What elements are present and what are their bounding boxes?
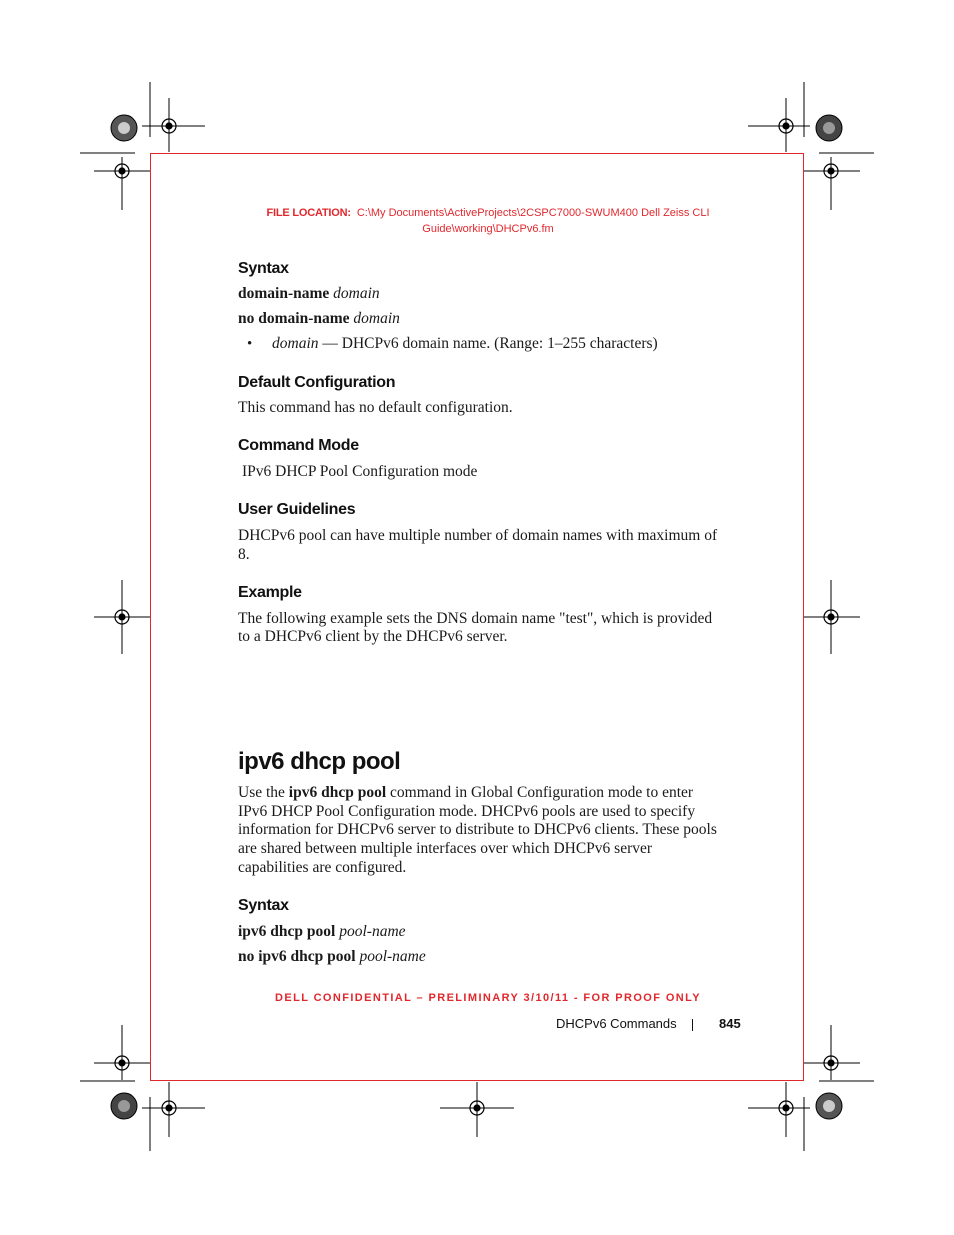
syntax-no-command-argument: domain xyxy=(353,310,400,327)
command-mode-text: IPv6 DHCP Pool Configuration mode xyxy=(242,463,478,480)
file-location-path-line1: C:\My Documents\ActiveProjects\2CSPC7000-SWUM400 Dell Zeiss CLI xyxy=(356,207,710,219)
parameter-name: domain xyxy=(272,335,319,352)
syntax-heading-2: Syntax xyxy=(238,897,289,914)
footer-divider xyxy=(692,1019,693,1031)
intro-pre: Use the xyxy=(238,784,289,801)
command-mode-heading: Command Mode xyxy=(238,437,359,454)
intro-line4: are shared between multiple interfaces over which DHCPv6 server xyxy=(238,840,653,857)
example-line2: to a DHCPv6 client by the DHCPv6 server. xyxy=(238,628,508,645)
syntax-command-2-argument: pool-name xyxy=(339,923,406,940)
intro-post: command in Global Configuration mode to enter xyxy=(386,784,694,801)
intro-line1 xyxy=(238,784,738,803)
file-location-label: FILE LOCATION: xyxy=(266,207,351,219)
parameter-description xyxy=(272,335,742,354)
syntax-command-2-keyword: ipv6 dhcp pool xyxy=(238,923,336,940)
intro-line5: capabilities are configured. xyxy=(238,859,407,876)
intro-line3: information for DHCPv6 server to distribute to DHCPv6 clients. These pools xyxy=(238,821,717,838)
syntax-no-command xyxy=(238,310,738,329)
example-heading: Example xyxy=(238,584,302,601)
user-guidelines-line1: DHCPv6 pool can have multiple number of domain names with maximum of xyxy=(238,527,718,544)
default-config-text: This command has no default configuration. xyxy=(238,399,513,416)
syntax-no-command-2-argument: pool-name xyxy=(359,948,426,965)
user-guidelines-heading: User Guidelines xyxy=(238,501,356,518)
file-location-path-line2: Guide\working\DHCPv6.fm xyxy=(422,223,554,235)
example-line1: The following example sets the DNS domain name "test", which is provided xyxy=(238,610,713,627)
syntax-heading: Syntax xyxy=(238,260,289,277)
file-location-header xyxy=(238,205,738,237)
default-config-heading: Default Configuration xyxy=(238,374,396,391)
footer-section-name: DHCPv6 Commands xyxy=(556,1016,677,1031)
syntax-no-command-keyword: no domain-name xyxy=(238,310,350,327)
user-guidelines-line2: 8. xyxy=(238,546,250,563)
command-title: ipv6 dhcp pool xyxy=(238,748,401,775)
syntax-command-2 xyxy=(238,923,738,942)
syntax-command-argument: domain xyxy=(333,285,380,302)
syntax-command-keyword: domain-name xyxy=(238,285,330,302)
intro-command: ipv6 dhcp pool xyxy=(288,784,387,801)
syntax-no-command-2 xyxy=(238,948,738,967)
confidential-notice: DELL CONFIDENTIAL – PRELIMINARY 3/10/11 - FOR PROOF ONLY xyxy=(275,992,701,1004)
page-number: 845 xyxy=(719,1016,741,1031)
syntax-command xyxy=(238,285,738,304)
bullet-icon: • xyxy=(247,336,253,352)
syntax-no-command-2-keyword: no ipv6 dhcp pool xyxy=(238,948,356,965)
parameter-text: — DHCPv6 domain name. (Range: 1–255 characters) xyxy=(318,335,658,352)
intro-line2: IPv6 DHCP Pool Configuration mode. DHCPv6 pools are used to specify xyxy=(238,803,696,820)
